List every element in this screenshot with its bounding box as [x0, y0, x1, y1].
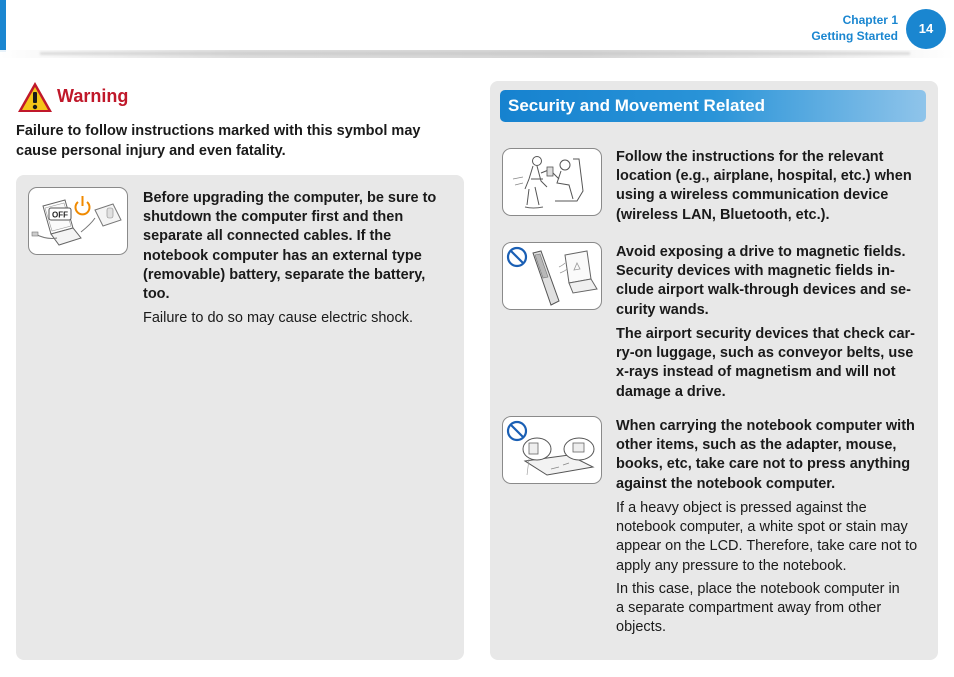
- warning-triangle-icon: [16, 80, 54, 114]
- chapter-label: Chapter 1: [842, 13, 898, 27]
- left-item-detail: Failure to do so may cause electric shock.: [143, 310, 413, 326]
- right-item-3-detail: If a heavy object is pressed against the notebook computer, a white spot or stain may appear on the LCD. Therefore, take care not to apply any pressure to the notebook.: [616, 500, 918, 574]
- laptop-power-off-icon: [28, 187, 128, 255]
- chapter-title: Getting Started: [811, 29, 898, 43]
- right-item-3-instruction: When carrying the notebook computer with other items, such as the adapter, mouse, books, etc, take care not to press anything against the notebook computer.: [616, 418, 915, 492]
- warning-title: Warning: [57, 86, 129, 106]
- no-pressure-on-laptop-icon: [502, 416, 602, 484]
- chapter-heading: [811, 12, 898, 44]
- no-magnetic-wand-icon: [502, 242, 602, 310]
- right-item-1-instruction: Follow the instructions for the relevant location (e.g., airplane, hospital, etc.) when using a wireless communication device (wireless LAN, Bluetooth, etc.).: [616, 149, 912, 223]
- right-item-3-note: In this case, place the notebook computer in a separate compartment away from other objects.: [616, 581, 900, 636]
- left-item-instruction: Before upgrading the computer, be sure to shutdown the computer first and then separate all connected cables. If the notebook computer has an external type (removable) battery, separate the battery, too.: [143, 190, 437, 303]
- right-item-2-instruction: Avoid exposing a drive to magnetic fields. Security devices with magnetic fields in-clude airport walk-through devices and se-curity wands.: [616, 244, 911, 318]
- warning-heading: [16, 80, 54, 114]
- section-title: Security and Movement Related: [500, 90, 926, 122]
- page-number: 14: [906, 9, 946, 49]
- off-label: OFF: [52, 210, 68, 220]
- warning-description: Failure to follow instructions marked with this symbol may cause personal injury and even fatality.: [16, 123, 421, 159]
- header-accent-bar: [0, 0, 6, 52]
- right-item-2-note: The airport security devices that check car-ry-on luggage, such as conveyor belts, use x-rays instead of magnetism and will not damage a drive.: [616, 326, 915, 400]
- airplane-passengers-icon: [502, 148, 602, 216]
- header-divider-shadow: [40, 52, 910, 55]
